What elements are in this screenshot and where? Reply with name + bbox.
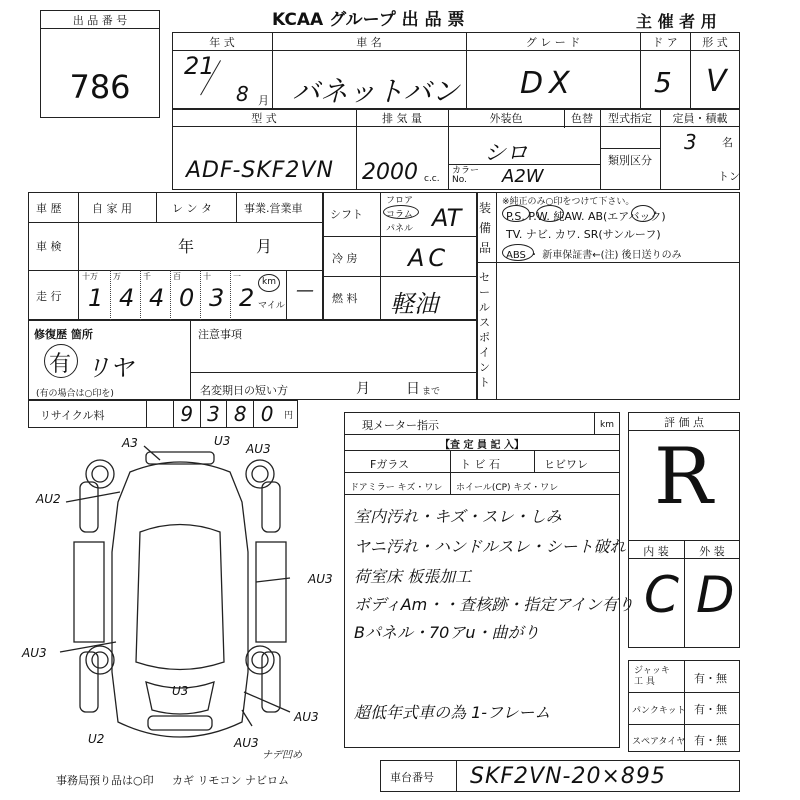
body-value: V bbox=[706, 64, 727, 99]
office-items: カギ リモコン ナビロム bbox=[172, 774, 289, 787]
equip-line2: TV. ナビ. カワ. SR(サンルーフ) bbox=[506, 228, 661, 241]
equip-vertical-label: 装 備 品 bbox=[479, 201, 492, 255]
meter-label: 現メーター指示 bbox=[362, 419, 439, 432]
wheel-label: ホイール(CP) キズ・ワレ bbox=[456, 483, 559, 493]
km-label: km bbox=[262, 277, 276, 287]
chip-label: ト ビ 石 bbox=[460, 458, 500, 471]
mileage-digit-label: 十 bbox=[203, 272, 211, 281]
color-no-value: A2W bbox=[502, 166, 544, 187]
cc-unit: c.c. bbox=[424, 174, 440, 184]
jack-yes-no: 有・無 bbox=[694, 672, 727, 685]
mileage-digit-cell bbox=[110, 270, 141, 320]
class-label: 類別区分 bbox=[608, 154, 652, 167]
pw-circle bbox=[536, 205, 564, 222]
punk-kit-yes-no: 有・無 bbox=[694, 703, 727, 716]
interior-grade: C bbox=[644, 566, 679, 624]
repair-label: 修復歴 箇所 bbox=[34, 328, 93, 341]
inspector-note-line: Bパネル・70アu・曲がり bbox=[354, 623, 540, 642]
inspector-note-line: 室内汚れ・キズ・スレ・しみ bbox=[354, 507, 562, 526]
mileage-digit-cell bbox=[230, 270, 261, 320]
damage-mark: U3 bbox=[214, 434, 231, 448]
damage-mark: A3 bbox=[122, 436, 138, 450]
mileage-digit-label: 万 bbox=[113, 272, 121, 281]
repair-location: リヤ bbox=[86, 354, 134, 382]
repair-note: (有の場合は○印を) bbox=[36, 389, 114, 399]
spare-tire-label: スペアタイヤ bbox=[632, 737, 686, 747]
color-no-label: カラー No. bbox=[452, 166, 480, 185]
damage-mark: AU3 bbox=[294, 710, 319, 724]
mileage-digit-label: 百 bbox=[173, 272, 181, 281]
column-label: コラム bbox=[386, 210, 413, 220]
damage-mark: U2 bbox=[88, 732, 105, 746]
mileage-digit-label: 十万 bbox=[82, 272, 98, 281]
year-label: 年 式 bbox=[209, 36, 235, 49]
shift-label: シフト bbox=[330, 208, 363, 221]
capacity-unit: 名 bbox=[722, 136, 733, 149]
glass-label: Fガラス bbox=[370, 458, 409, 471]
fuel-value: 軽油 bbox=[390, 290, 438, 318]
panel-label: パネル bbox=[386, 224, 414, 234]
recycle-digit bbox=[146, 400, 173, 428]
damage-mark: AU3 bbox=[22, 646, 47, 660]
punk-kit-label: パンクキット bbox=[632, 706, 686, 716]
cooling-value: AC bbox=[408, 244, 450, 272]
door-label: ド ア bbox=[652, 36, 678, 49]
mile-label: マイル bbox=[258, 301, 285, 311]
ps-circle bbox=[502, 205, 530, 222]
organizer-label: 主 催 者 用 bbox=[636, 12, 717, 31]
shift-value: AT bbox=[432, 204, 462, 232]
mirror-label: ドアミラー キズ・ワレ bbox=[350, 483, 443, 493]
model-label: 型 式 bbox=[251, 112, 277, 125]
color-value: シロ bbox=[484, 141, 529, 166]
ab-circle bbox=[631, 205, 655, 222]
recycle-digit: 8 bbox=[226, 400, 253, 428]
mileage-digit: 4 bbox=[149, 284, 165, 312]
expiry-month: 月 bbox=[356, 381, 370, 397]
inspector-note-line: ボディAm・・査核跡・指定アイン有り bbox=[354, 595, 634, 614]
damage-mark: U3 bbox=[172, 684, 189, 698]
inspector-note-line: 超低年式車の為 1-フレーム bbox=[354, 703, 551, 722]
score-value: R bbox=[654, 432, 713, 522]
form-title: KCAA グループ 出 品 票 bbox=[272, 10, 465, 30]
expiry-day: 日 bbox=[406, 381, 420, 397]
mileage-digit: 4 bbox=[119, 284, 135, 312]
score-label: 評 価 点 bbox=[664, 416, 704, 429]
chassis-number: SKF2VN-20×895 bbox=[470, 764, 666, 789]
inspector-note-line: 荷室床 板張加工 bbox=[354, 567, 472, 586]
equip-line3: ABS ・ 新車保証書←(注) 後日送りのみ bbox=[506, 250, 682, 261]
column-circle bbox=[383, 205, 419, 219]
recycle-unit: 円 bbox=[284, 411, 294, 421]
lot-number: 786 bbox=[69, 68, 131, 106]
exterior-grade: D bbox=[696, 566, 735, 624]
mileage-cells bbox=[80, 270, 260, 320]
meter-unit: km bbox=[600, 420, 614, 430]
recycle-digit: 3 bbox=[200, 400, 227, 428]
month-value: 8 bbox=[236, 82, 249, 106]
rental-label: レ ン タ bbox=[172, 202, 212, 215]
damage-mark: AU3 bbox=[308, 572, 333, 586]
car-history-label: 車 歴 bbox=[36, 202, 62, 215]
month-unit: 月 bbox=[258, 94, 269, 107]
sales-point-label: セールスポイント bbox=[479, 271, 490, 389]
type-designation-label: 型式指定 bbox=[608, 112, 652, 125]
interior-label: 内 装 bbox=[643, 545, 669, 558]
vehicle-damage-diagram bbox=[20, 432, 340, 772]
damage-mark: ナデ凹め bbox=[262, 750, 302, 761]
private-use-label: 自 家 用 bbox=[92, 202, 132, 215]
mileage-digit-cell bbox=[80, 270, 110, 320]
equip-line1: P.S. P.W. 純AW. AB(エアバック) bbox=[506, 210, 666, 223]
mileage-digit-cell bbox=[140, 270, 171, 320]
model-value: ADF-SKF2VN bbox=[186, 158, 334, 183]
abs-circle bbox=[502, 244, 534, 261]
recycle-label: リサイクル料 bbox=[40, 409, 105, 422]
body-label: 形 式 bbox=[702, 36, 728, 49]
mileage-digit: 2 bbox=[239, 284, 255, 312]
mileage-digit: 1 bbox=[88, 284, 104, 312]
crack-label: ヒビワレ bbox=[544, 458, 588, 471]
capacity-label: 定員・積載 bbox=[672, 112, 728, 125]
business-use-label: 事業.営業車 bbox=[244, 202, 303, 215]
mileage-digit-label: 一 bbox=[233, 272, 241, 281]
cooling-label: 冷 房 bbox=[332, 252, 358, 265]
recycle-digit: 9 bbox=[173, 400, 200, 428]
inspection-month: 月 bbox=[256, 237, 273, 256]
repair-value: 有 bbox=[49, 352, 72, 377]
fuel-label: 燃 料 bbox=[332, 292, 358, 305]
damage-mark: AU2 bbox=[36, 492, 61, 506]
mileage-digit: 3 bbox=[209, 284, 225, 312]
damage-mark: AU3 bbox=[234, 736, 259, 750]
jack-label: ジャッキ 工 具 bbox=[634, 666, 670, 687]
inspector-note-line: ヤニ汚れ・ハンドルスレ・シート破れ bbox=[354, 537, 626, 556]
equip-note: ※純正のみ○印をつけて下さい。 bbox=[502, 197, 635, 207]
color-change-label: 色替 bbox=[571, 112, 593, 125]
displacement-value: 2000 bbox=[362, 160, 418, 185]
inspector-notes bbox=[346, 500, 634, 746]
office-note: 事務局預り品は○印 bbox=[56, 774, 154, 787]
expiry-until: まで bbox=[422, 387, 441, 397]
damage-mark: AU3 bbox=[246, 442, 271, 456]
mileage-label: 走 行 bbox=[36, 290, 62, 303]
chassis-label: 車台番号 bbox=[390, 771, 434, 784]
grade-label: グ レ ー ド bbox=[525, 36, 581, 49]
notes-label: 注意事項 bbox=[198, 328, 242, 341]
recycle-digit: 0 bbox=[253, 400, 280, 428]
inspector-section-label: 【査 定 員 記 入】 bbox=[440, 440, 524, 451]
inspection-year: 年 bbox=[178, 237, 195, 256]
displacement-label: 排 気 量 bbox=[382, 112, 422, 125]
exterior-label: 外 装 bbox=[699, 545, 725, 558]
car-name-label: 車 名 bbox=[356, 36, 382, 49]
door-value: 5 bbox=[654, 66, 672, 99]
capacity-value: 3 bbox=[684, 130, 697, 154]
lot-number-label: 出 品 番 号 bbox=[72, 14, 128, 27]
inspection-label: 車 検 bbox=[36, 240, 62, 253]
mileage-mark: — bbox=[296, 280, 314, 301]
spare-tire-yes-no: 有・無 bbox=[694, 734, 727, 747]
mileage-digit-label: 千 bbox=[143, 272, 151, 281]
recycle-cells bbox=[146, 400, 280, 428]
year-value: 21 bbox=[184, 52, 215, 80]
mileage-digit-cell bbox=[170, 270, 201, 320]
grade-value: DX bbox=[520, 66, 576, 101]
car-name: バネットバン bbox=[292, 75, 460, 108]
expiry-label: 名変期日の短い方 bbox=[200, 384, 288, 397]
mileage-digit: 0 bbox=[179, 284, 195, 312]
load-unit: トン bbox=[718, 170, 740, 183]
color-label: 外装色 bbox=[489, 112, 523, 125]
mileage-digit-cell bbox=[200, 270, 231, 320]
floor-label: フロア bbox=[386, 196, 414, 206]
